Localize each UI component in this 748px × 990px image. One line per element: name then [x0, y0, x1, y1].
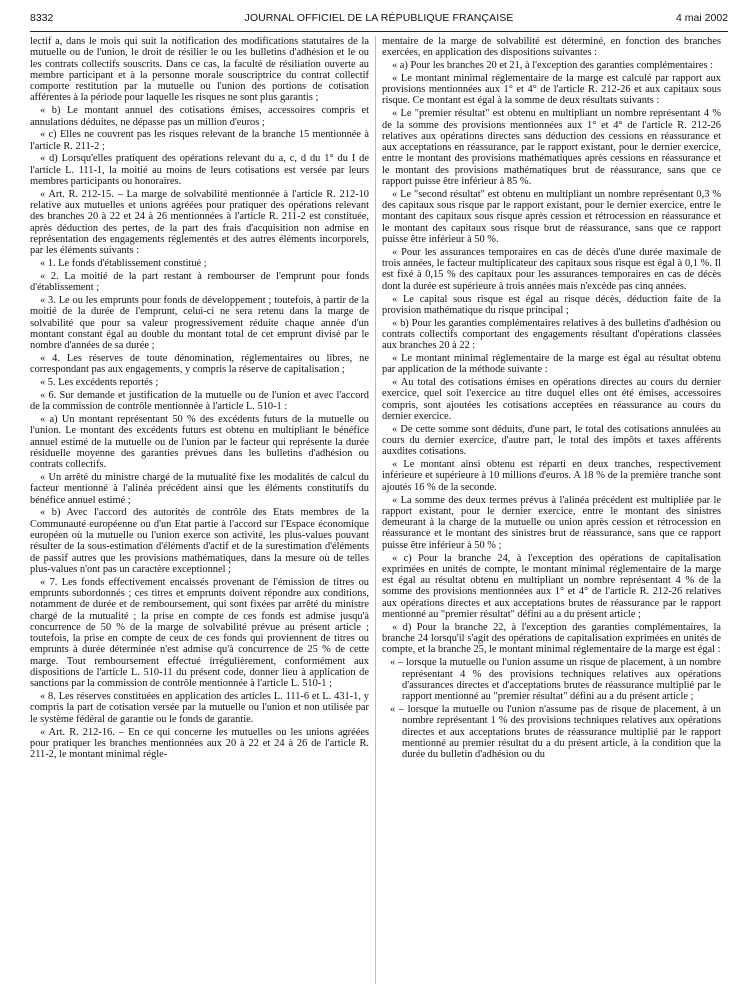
paragraph: « d) Pour la branche 22, à l'exception des garanties complémentaires, la branche 24 lorsqu'il s'agit des opérations de capitalisation exprimées en unités de compte, et la branche 25, le montant minimal réglementaire de la marge est égal :: [382, 621, 721, 656]
paragraph: « Le montant ainsi obtenu est réparti en deux tranches, respectivement inférieure et supérieure à 10 millions d'euros. A 18 % de la première tranche sont ajoutés 16 % de la seconde.: [382, 459, 721, 493]
page-header: [30, 12, 728, 28]
paragraph: « Art. R. 212-15. – La marge de solvabilité mentionnée à l'article R. 212-10 relative aux mutuelles et unions agréées pour pratiquer des opérations relevant des branches 20 à 22 et 24 à 26 mentionnées à l'article R. 211-2 est constituée, après déduction des pertes, de la part des frais d'acquisition non admise en représentation des engagements réglementés et des autres éléments incorporels, par les éléments suivants :: [30, 188, 369, 257]
paragraph: « 6. Sur demande et justification de la mutuelle ou de l'union et avec l'accord de la commission de contrôle mentionnée à l'article L. 510-1 :: [30, 389, 369, 413]
paragraph: « Le montant minimal réglementaire de la marge est calculé par rapport aux provisions mentionnées aux 1° et 4° de l'article R. 212-26 et aux capitaux sous risque. Ce montant est égal à la somme de deux résultats suivants :: [382, 72, 721, 107]
publication-date: 4 mai 2002: [676, 12, 728, 24]
column-separator: [375, 36, 376, 984]
paragraph: « Le "premier résultat" est obtenu en multipliant un nombre représentant 4 % de la somme des provisions mentionnées aux 1° et 4° de l'article R. 212-26 relatives aux opérations directes sans déduction des cessions en réassurance et aux acceptations en réassurance, par le rapport existant, pour le dernier exercice, entre le montant des provisions mathématiques après cessions en réassurance et le montant des provisions mathématiques brut de réassurance, sans que ce rapport puisse être inférieur à 85 %.: [382, 108, 721, 188]
paragraph: mentaire de la marge de solvabilité est déterminé, en fonction des branches exercées, en application des dispositions suivantes :: [382, 36, 721, 59]
paragraph: « d) Lorsqu'elles pratiquent des opérations relevant du a, c, d du 1° du I de l'article L. 111-1, la moitié au moins de leurs cotisations est versée par leurs membres participants ou honoraires.: [30, 153, 369, 188]
header-rule: [30, 31, 728, 32]
paragraph: « La somme des deux termes prévus à l'alinéa précédent est multipliée par le rapport existant, pour le dernier exercice, entre le montant des sinistres demeurant à la charge de la mutuelle ou union après cession et rétrocession en réassurance et le montant des sinistres brut de réassurance, sans que ce rapport puisse être inférieur à 50 % ;: [382, 494, 721, 551]
paragraph: « 5. Les excédents reportés ;: [40, 377, 159, 389]
paragraph: « 8. Les réserves constituées en application des articles L. 111-6 et L. 431-1, y compris la part de cotisation versée par la mutuelle ou l'union et non utilisée par le système fédéral de garantie ou le fonds de garantie.: [30, 691, 369, 725]
paragraph: « Pour les assurances temporaires en cas de décès d'une durée maximale de trois années, le facteur multiplicateur des capitaux sous risque est égal à 0,1 %. Il est fixé à 0,15 % des capitaux pour les assurances temporaires en cas de décès dont la durée est supérieure à trois années mais n'excède pas cinq années.: [382, 246, 721, 292]
left-column: [30, 36, 369, 762]
paragraph: « b) Le montant annuel des cotisations émises, accessoires compris et annulations déduites, ne dépasse pas un million d'euros ;: [30, 105, 369, 128]
paragraph: « a) Un montant représentant 50 % des excédents futurs de la mutuelle ou l'union. Le montant des excédents futurs est obtenu en multipliant le bénéfice annuel estimé de la mutuelle ou de l'union par le facteur qui représente la durée résiduelle moyenne des garanties prévues dans les bulletins d'adhésion ou contrats collectifs.: [30, 414, 369, 471]
paragraph: « c) Elles ne couvrent pas les risques relevant de la branche 15 mentionnée à l'article R. 211-2 ;: [30, 129, 369, 152]
journal-title: JOURNAL OFFICIEL DE LA RÉPUBLIQUE FRANÇAISE: [244, 12, 514, 24]
paragraph: « Au total des cotisations émises en opérations directes au cours du dernier exercice, quel soit l'exercice au titre duquel elles ont été émises, accessoires compris, sont ajoutées les cotisations acceptées en réassurance au cours du dernier exercice.: [382, 377, 721, 422]
paragraph: « Art. R. 212-16. – En ce qui concerne les mutuelles ou les unions agréées pour pratiquer les branches mentionnées aux 20 à 22 et 24 à 26 de l'article R. 211-2, le montant minimal régle-: [30, 726, 369, 761]
paragraph: « De cette somme sont déduits, d'une part, le total des cotisations annulées au cours du dernier exercice, d'autre part, le total des impôts et taxes afférents auxdites cotisations.: [382, 423, 721, 458]
paragraph: « a) Pour les branches 20 et 21, à l'exception des garanties complémentaires :: [392, 60, 713, 72]
paragraph: « Le montant minimal réglementaire de la marge est égal au résultat obtenu par application de la méthode suivante :: [382, 353, 721, 376]
paragraph: « 4. Les réserves de toute dénomination, réglementaires ou libres, ne correspondant pas aux engagements, y compris la réserve de capitalisation ;: [30, 353, 369, 376]
paragraph: « b) Pour les garanties complémentaires relatives à des bulletins d'adhésion ou contrats collectifs comportant des engagements résultant d'opérations classées aux branches 20 à 22 :: [382, 317, 721, 352]
page-number: 8332: [30, 12, 54, 24]
paragraph: « 1. Le fonds d'établissement constitué ;: [40, 258, 207, 270]
paragraph: « 2. La moitié de la part restant à rembourser de l'emprunt pour fonds d'établissement ;: [30, 270, 369, 294]
paragraph: « 3. Le ou les emprunts pour fonds de développement ; toutefois, à partir de la moitié de la durée de l'emprunt, celui-ci ne sera retenu dans la marge de solvabilité que pour sa valeur progressivement réduite chaque année d'un montant constant égal au double du montant total de cet emprunt divisé par le nombre d'années de sa durée ;: [30, 295, 369, 352]
right-column: [382, 36, 721, 762]
paragraph: « 7. Les fonds effectivement encaissés provenant de l'émission de titres ou emprunts subordonnés ; ces titres et emprunts doivent répondre aux conditions, notamment de durée et de remboursement, qui sont fixées par arrêté du ministre chargé de la mutualité ; la prise en compte de ces fonds est admise jusqu'à concurrence de 50 % de la marge de solvabilité prévue au présent article ; toutefois, la prise en compte de ceux de ces fonds qui proviennent de titres ou emprunts à durée déterminée n'est admise qu'à concurrence de 25 % de cette marge. Tout remboursement effectué irrégulièrement, conformément aux dispositions de l'article L. 510-11 du présent code, donner lieu à application de sanctions par la commission de contrôle mentionnée à l'article L. 510-1 ;: [30, 576, 369, 690]
paragraph: « Un arrêté du ministre chargé de la mutualité fixe les modalités de calcul du facteur mentionné à l'alinéa précédent ainsi que les éléments constitutifs du bénéfice annuel estimé ;: [30, 471, 369, 506]
paragraph: « b) Avec l'accord des autorités de contrôle des Etats membres de la Communauté européenne ou d'un Etat partie à l'accord sur l'Espace économique européen où la mutuelle ou l'union exerce son activité, les plus-values pouvant résulter de la sous-estimation d'éléments d'actif et de la surestimation d'éléments de passif autres que les provisions mathématiques, dans la mesure où de telles plus-values n'ont pas un caractère exceptionnel ;: [30, 507, 369, 575]
paragraph: « – lorsque la mutuelle ou l'union n'assume pas de risque de placement, à un nombre représentant 1 % des provisions techniques relatives aux opérations directes et aux acceptations brutes de réassurance multiplié par le rapport mentionné au premier résultat du a du présent article, à la condition que la durée du bulletin d'adhésion ou du: [390, 703, 721, 761]
paragraph: lectif a, dans le mois qui suit la notification des modifications statutaires de la mutuelle ou de l'union, le droit de résilier le ou les bulletins d'adhésion et le ou les contrats collectifs souscrits. Dans ce cas, la faculté de résiliation ouverte au membre participant et à la personne morale souscriptrice du contrat collectif comporte restitution par la mutuelle ou l'union des portions de cotisation afférentes à la période pour laquelle les risques ne sont plus garantis ;: [30, 36, 369, 104]
paragraph: « c) Pour la branche 24, à l'exception des opérations de capitalisation exprimées en unités de compte, le montant minimal réglementaire de la marge est égal au résultat obtenu en multipliant un nombre représentant 4 % de la somme des provisions mentionnées aux 1° et 4° de l'article R. 212-26 relatives aux opérations directes et aux acceptations brutes de réassurance par le rapport mentionné au "premier résultat" défini au a du présent article ;: [382, 552, 721, 621]
paragraph: « – lorsque la mutuelle ou l'union assume un risque de placement, à un nombre représentant 4 % des provisions techniques relatives aux opérations d'assurances directes et d'acceptations brutes de réassurance multiplié par le rapport mentionné au "premier résultat" défini au a du présent article ;: [390, 657, 721, 703]
paragraph: « Le "second résultat" est obtenu en multipliant un nombre représentant 0,3 % des capitaux sous risque par le rapport existant, pour le dernier exercice, entre le montant des capitaux sous risque après cession et rétrocession en réassurance et le montant des capitaux sous risque brut de réassurance, sans que ce rapport puisse être inférieur à 50 %.: [382, 188, 721, 246]
paragraph: « Le capital sous risque est égal au risque décès, déduction faite de la provision mathématique du risque principal ;: [382, 293, 721, 316]
